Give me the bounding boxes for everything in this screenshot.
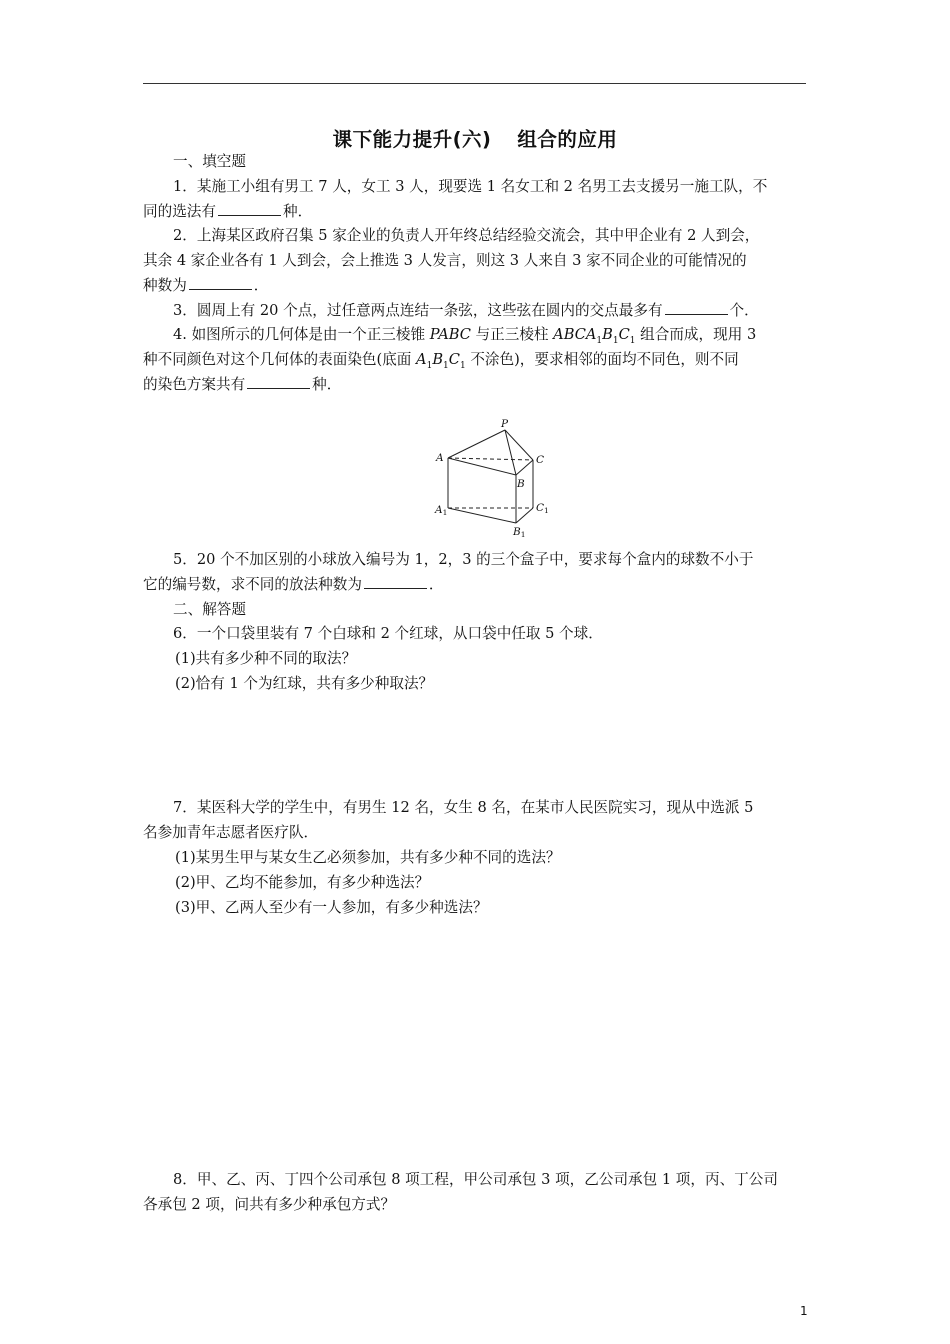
edge-B1C1 <box>516 508 533 523</box>
edge-BC <box>516 460 533 475</box>
section-solve-heading: 二、解答题 <box>173 601 246 618</box>
q5-line1: 5．20 个不加区别的小球放入编号为 1，2，3 的三个盒子中，要求每个盒内的球数不小于 <box>173 551 754 568</box>
label-P: P <box>501 418 509 430</box>
q6-part1: (1)共有多少种不同的取法？ <box>175 650 357 667</box>
edge-AC-hidden <box>448 458 533 460</box>
edge-A1B1 <box>448 508 516 523</box>
edge-PB <box>505 430 516 475</box>
q7-part3: (3)甲、乙两人至少有一人参加，有多少种选法？ <box>175 899 488 916</box>
q4-line2: 种不同颜色对这个几何体的表面染色(底面 $A_1B_1C_1$ 不涂色)，要求相邻的面均不同色，则不同 <box>143 351 739 371</box>
q1-line2: 同的选法有 种． <box>143 203 313 220</box>
label-A1: A1 <box>435 504 448 517</box>
q8-line2: 各承包 2 项，问共有多少种承包方式？ <box>143 1196 396 1213</box>
q4-line3: 的染色方案共有 种． <box>143 376 342 393</box>
q4-line1: 4. 如图所示的几何体是由一个正三棱锥 PABC 与正三棱柱 $ABCA_1B_1C_1$ 组合而成，现用 3 <box>173 326 757 346</box>
q8-line1: 8．甲、乙、丙、丁四个公司承包 8 项工程，甲公司承包 3 项，乙公司承包 1 项，丙、丁公司 <box>173 1171 778 1188</box>
answer-blank[interactable] <box>189 288 252 290</box>
section-fill-heading: 一、填空题 <box>173 153 246 170</box>
title-main: 课下能力提升(六) <box>332 128 492 151</box>
q1-line1: 1．某施工小组有男工 7 人，女工 3 人，现要选 1 名女工和 2 名男工去支援另一施工队，不 <box>173 178 768 195</box>
label-B1: B1 <box>513 526 526 539</box>
q6-part2: (2)恰有 1 个为红球，共有多少种取法？ <box>175 675 434 692</box>
prism-pyramid-diagram <box>430 415 555 543</box>
q2-line1: 2．上海某区政府召集 5 家企业的负责人开年终总结经验交流会，其中甲企业有 2 人到会， <box>173 227 760 244</box>
q7-line2: 名参加青年志愿者医疗队． <box>143 824 319 841</box>
edge-PA <box>448 430 505 458</box>
q2-line3: 种数为 ． <box>143 277 269 294</box>
answer-blank[interactable] <box>665 313 728 315</box>
q6-stem: 6．一个口袋里装有 7 个白球和 2 个红球，从口袋中任取 5 个球． <box>173 625 603 642</box>
label-C1: C1 <box>536 502 549 515</box>
answer-blank[interactable] <box>218 214 281 216</box>
page-number: 1 <box>800 1304 808 1318</box>
q2-line2: 其余 4 家企业各有 1 人到会，会上推选 3 人发言，则这 3 人来自 3 家不同企业的可能情况的 <box>143 252 747 269</box>
geometry-figure <box>430 415 555 543</box>
answer-blank[interactable] <box>247 387 310 389</box>
q7-part2: (2)甲、乙均不能参加，有多少种选法？ <box>175 874 430 891</box>
answer-blank[interactable] <box>364 587 427 589</box>
label-C: C <box>536 454 545 466</box>
label-A: A <box>436 452 444 464</box>
title-sub: 组合的应用 <box>517 128 618 151</box>
q7-line1: 7．某医科大学的学生中，有男生 12 名，女生 8 名，在某市人民医院实习，现从中选派 5 <box>173 799 754 816</box>
q3-line1: 3．圆周上有 20 个点，过任意两点连结一条弦，这些弦在圆内的交点最多有 个． <box>173 302 759 319</box>
header-rule <box>143 83 806 84</box>
edge-AB <box>448 458 516 475</box>
page-title <box>0 124 950 152</box>
q7-part1: (1)某男生甲与某女生乙必须参加，共有多少种不同的选法？ <box>175 849 561 866</box>
label-B: B <box>517 478 525 490</box>
edge-PC <box>505 430 533 460</box>
q5-line2: 它的编号数，求不同的放法种数为 ． <box>143 576 444 593</box>
